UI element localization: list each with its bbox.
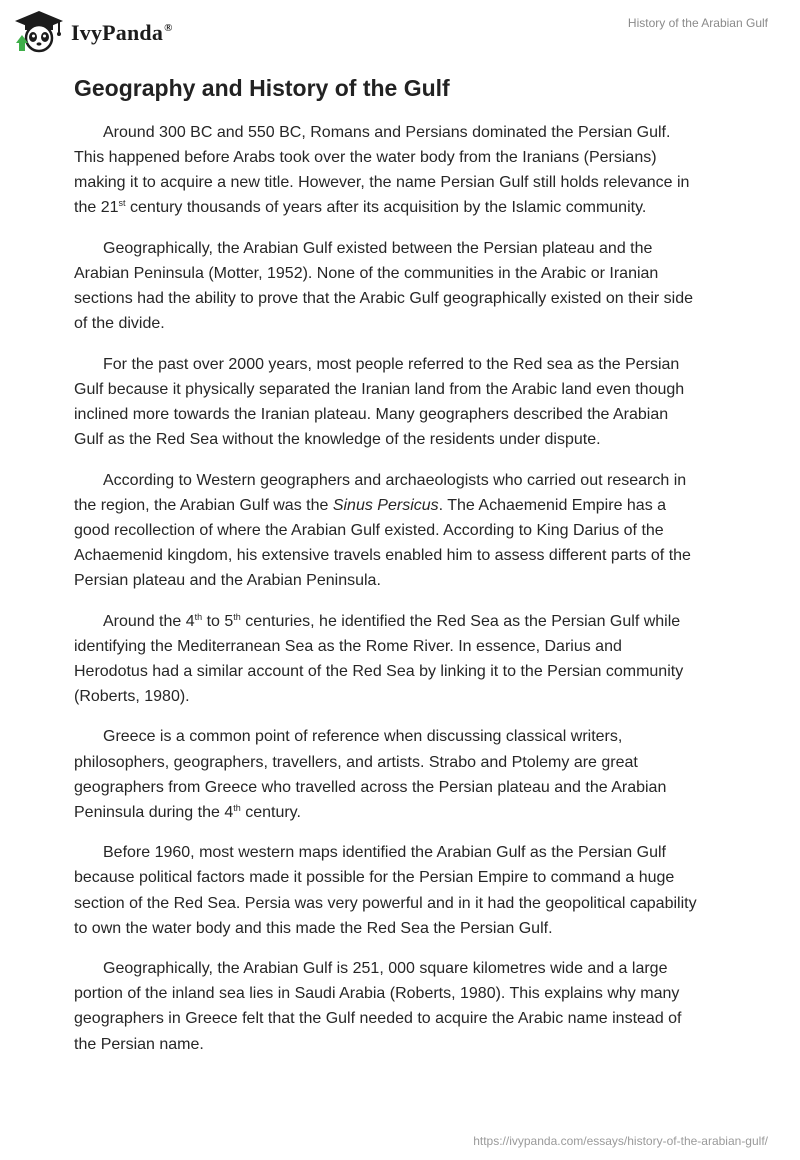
paragraph-3: For the past over 2000 years, most people referred to the Red sea as the Persian Gulf because it physically separated the Iranian land from the Arabic land even though inclined more towards the Iranian plateau. Many geographers described the Arabian Gulf as the Red Sea without the knowledge of the residents under dispute. — [74, 355, 685, 449]
paragraph-1: Around 300 BC and 550 BC, Romans and Persians dominated the Persian Gulf. This happened before Arabs took over the water body from the Iranians (Persians) making it to acquire a new title. However, the name Persian Gulf still holds relevance in the 21st century thousands of years after its acquisition by the Islamic community. — [74, 124, 690, 217]
article-heading: Geography and History of the Gulf — [74, 75, 450, 101]
paragraph-2: Geographically, the Arabian Gulf existed between the Persian plateau and the Arabian Peninsula (Motter, 1952). None of the communities in the Arabic or Iranian sections had the ability to prove that the Arabic Gulf geographically existed on their side of the divide. — [74, 239, 694, 333]
paragraph-7: Before 1960, most western maps identified the Arabian Gulf as the Persian Gulf because political factors made it possible for the Persian Empire to command a huge section of the Red Sea. Persia was very powerful and in it had the geopolitical capability to own the water body and this made the Red Sea the Persian Gulf. — [74, 844, 697, 937]
paragraph-4: According to Western geographers and archaeologists who carried out research in the region, the Arabian Gulf was the Sinus Persicus. The Achaemenid Empire has a good recollection of where the Arabian Gulf existed. According to King Darius of the Achaemenid kingdom, his extensive travels enabled him to assess different parts of the Persian plateau and the Arabian Peninsula. — [74, 471, 691, 589]
source-url-link[interactable]: https://ivypanda.com/essays/history-of-the-arabian-gulf/ — [473, 1134, 768, 1148]
page-header-title: History of the Arabian Gulf — [627, 16, 768, 30]
paragraph-8: Geographically, the Arabian Gulf is 251, 000 square kilometres wide and a large portion of the inland sea lies in Saudi Arabia (Roberts, 1980). This explains why many geographers in Greece felt that the Gulf needed to acquire the Arabic name instead of the Persian name. — [74, 960, 682, 1053]
site-logo[interactable] — [13, 9, 173, 53]
paragraph-6: Greece is a common point of reference when discussing classical writers, philosophers, geographers, travellers, and artists. Strabo and Ptolemy are great geographers from Greece who travelled across the Persian plateau and the Arabian Peninsula during the 4th century. — [74, 728, 667, 821]
article-body — [74, 120, 730, 1072]
paragraph-5: Around the 4th to 5th centuries, he identified the Red Sea as the Persian Gulf while identifying the Mediterranean Sea as the Rome River. In essence, Darius and Herodotus had a similar account of the Red Sea by linking it to the Persian community (Roberts, 1980). — [74, 611, 684, 705]
logo-wordmark: IvyPanda® — [71, 20, 173, 45]
panda-graduate-icon — [13, 9, 65, 53]
